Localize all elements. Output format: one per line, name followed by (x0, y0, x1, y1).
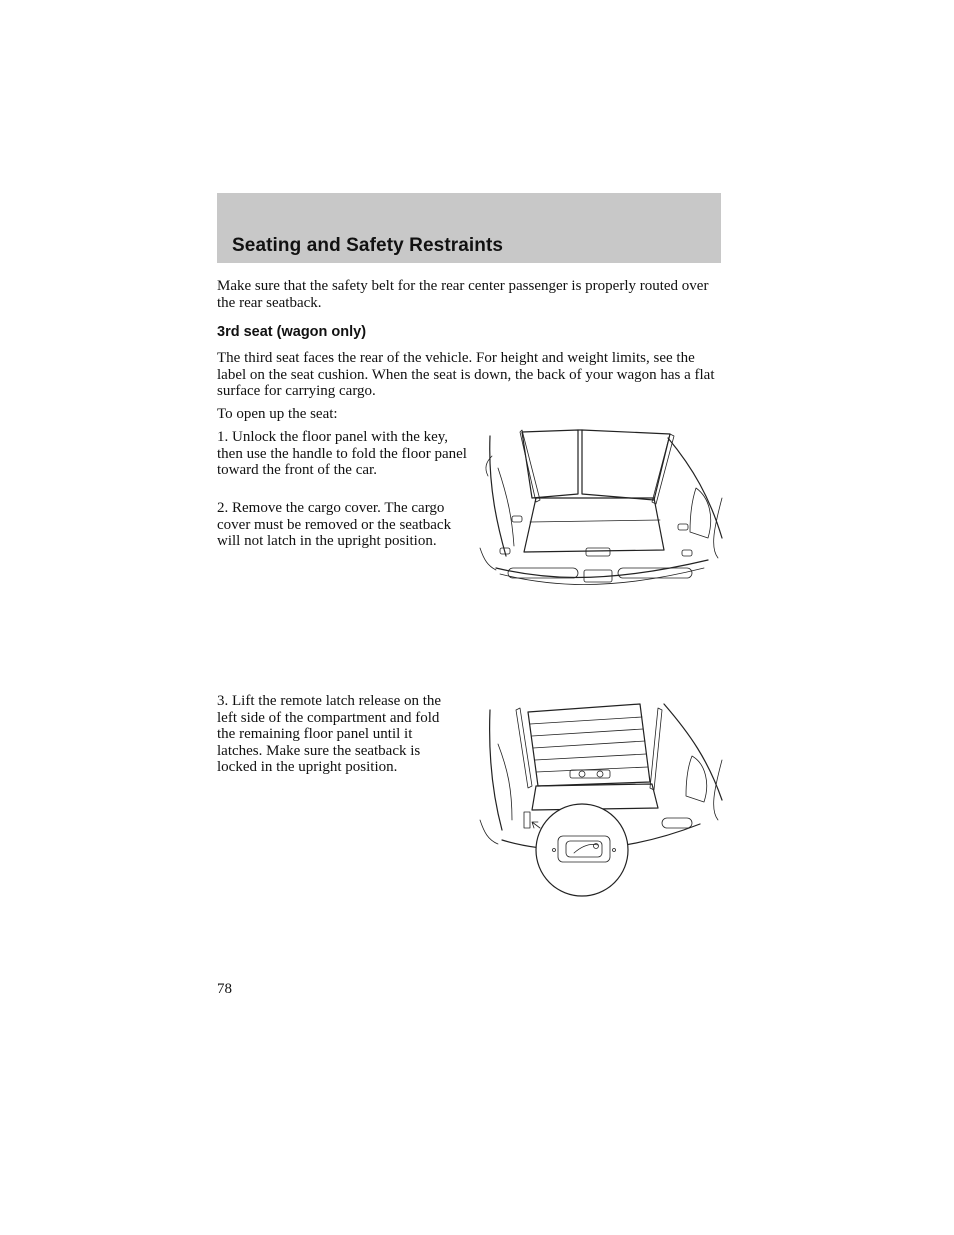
page-number: 78 (217, 981, 232, 997)
step-1-text: 1. Unlock the floor panel with the key, then use the handle to fold the floor panel toward the front of the car. (217, 429, 467, 478)
step-2-text: 2. Remove the cargo cover. The cargo cover must be removed or the seatback will not latch in the upright position. (217, 500, 452, 549)
cargo-floor-panel-folded-illustration (478, 428, 726, 590)
intro-paragraph: Make sure that the safety belt for the rear center passenger is properly routed over the rear seatback. (217, 278, 709, 311)
third-seat-paragraph: The third seat faces the rear of the vehicle. For height and weight limits, see the label on the seat cushion. When the seat is down, the back of your wagon has a flat surface for carrying cargo. (217, 350, 715, 399)
subsection-heading: 3rd seat (wagon only) (217, 324, 367, 340)
remote-latch-release-illustration (478, 700, 726, 902)
section-title: Seating and Safety Restraints (232, 235, 504, 256)
step-3-text: 3. Lift the remote latch release on the left side of the compartment and fold the remaining floor panel until it latches. Make sure the seatback is locked in the upright position. (217, 693, 442, 775)
section-header-band (217, 193, 721, 263)
open-seat-intro: To open up the seat: (217, 406, 338, 422)
